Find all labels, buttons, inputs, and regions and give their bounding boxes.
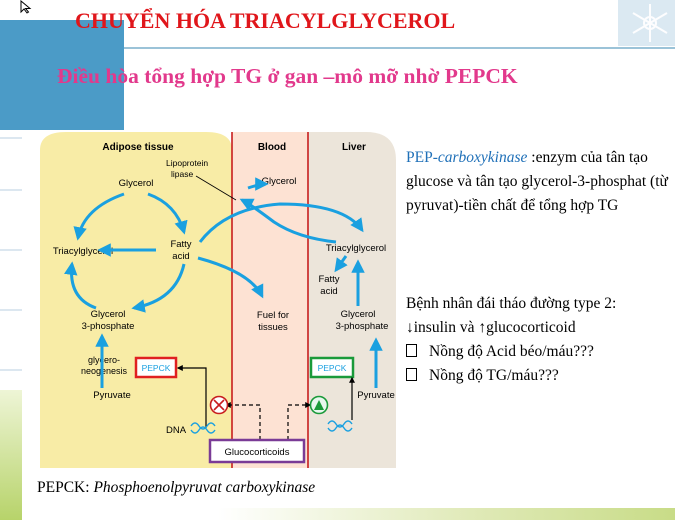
bullet-item: Nồng độ TG/máu???: [406, 364, 616, 388]
adipose-fatty-label-1: Fatty: [170, 239, 192, 250]
slide-subtitle: Điều hòa tổng hợp TG ở gan –mô mỡ nhờ PEPCK: [57, 64, 518, 88]
glucocorticoids-label: Glucocorticoids: [224, 447, 290, 458]
dna-label: DNA: [165, 425, 187, 436]
lipase-label-line1: Lipoprotein: [166, 158, 209, 168]
adipose-pepck-label: PEPCK: [141, 363, 171, 373]
bottom-gradient-bar: [22, 508, 675, 520]
lipase-label-line2: lipase: [171, 169, 194, 179]
bullet-box-icon: [406, 344, 417, 357]
glyceroneogenesis-label-1: glycero-: [87, 355, 121, 365]
adipose-pyruvate-label: Pyruvate: [93, 390, 131, 401]
blood-glycerol-label: Glycerol: [261, 176, 297, 187]
pep-prefix: PEP-: [406, 149, 438, 166]
sidebar-decoration: [0, 130, 22, 390]
liver-header: Liver: [342, 142, 366, 153]
pep-rest: :enzym của tân tạo glucose và tân tạo glycerol-3-phosphat (từ pyruvat)-tiền chất để tổng hợp TG: [406, 149, 668, 214]
blood-header: Blood: [257, 142, 287, 153]
pepck-regulation-diagram: [36, 130, 400, 468]
slide-title: CHUYỂN HÓA TRIACYLGLYCEROL: [75, 8, 456, 33]
bullet-item: Nồng độ Acid béo/máu???: [406, 340, 616, 364]
liver-pyruvate-label: Pyruvate: [357, 390, 395, 401]
patient-section: [406, 292, 616, 388]
pepck-caption: PEPCK: Phosphoenolpyruvat carboxykinase: [37, 479, 316, 496]
activation-icon: [311, 397, 328, 414]
inhibition-icon: [211, 397, 228, 414]
pepck-description: [406, 146, 674, 218]
patient-line: ↓insulin và ↑glucocorticoid: [406, 319, 576, 336]
fuel-label-2: tissues: [258, 322, 288, 333]
liver-tag-label: Triacylglycerol: [325, 243, 387, 254]
adipose-tag-label: Triacylglycerol: [52, 246, 114, 257]
glyceroneogenesis-label-2: neogenesis: [80, 366, 128, 376]
adipose-glycerol-label: Glycerol: [118, 178, 154, 189]
bullet-box-icon: [406, 368, 417, 381]
cursor-icon: [20, 0, 32, 14]
adipose-g3p-label-2: 3-phosphate: [81, 321, 135, 332]
liver-fatty-label-2: acid: [320, 286, 338, 297]
adipose-header: Adipose tissue: [102, 142, 174, 153]
liver-fatty-label-1: Fatty: [318, 274, 340, 285]
patient-heading: Bệnh nhân đái tháo đường type 2:: [406, 295, 617, 312]
adipose-g3p-label-1: Glycerol: [90, 309, 126, 320]
liver-g3p-label-1: Glycerol: [340, 309, 376, 320]
liver-pepck-label: PEPCK: [317, 363, 347, 373]
adipose-fatty-label-2: acid: [172, 251, 190, 262]
snowflake-icon: [618, 0, 675, 46]
liver-g3p-label-2: 3-phosphate: [335, 321, 389, 332]
fuel-label-1: Fuel for: [256, 310, 290, 321]
sidebar-green-gradient: [0, 390, 22, 520]
pep-italic: carboxykinase: [437, 149, 528, 166]
